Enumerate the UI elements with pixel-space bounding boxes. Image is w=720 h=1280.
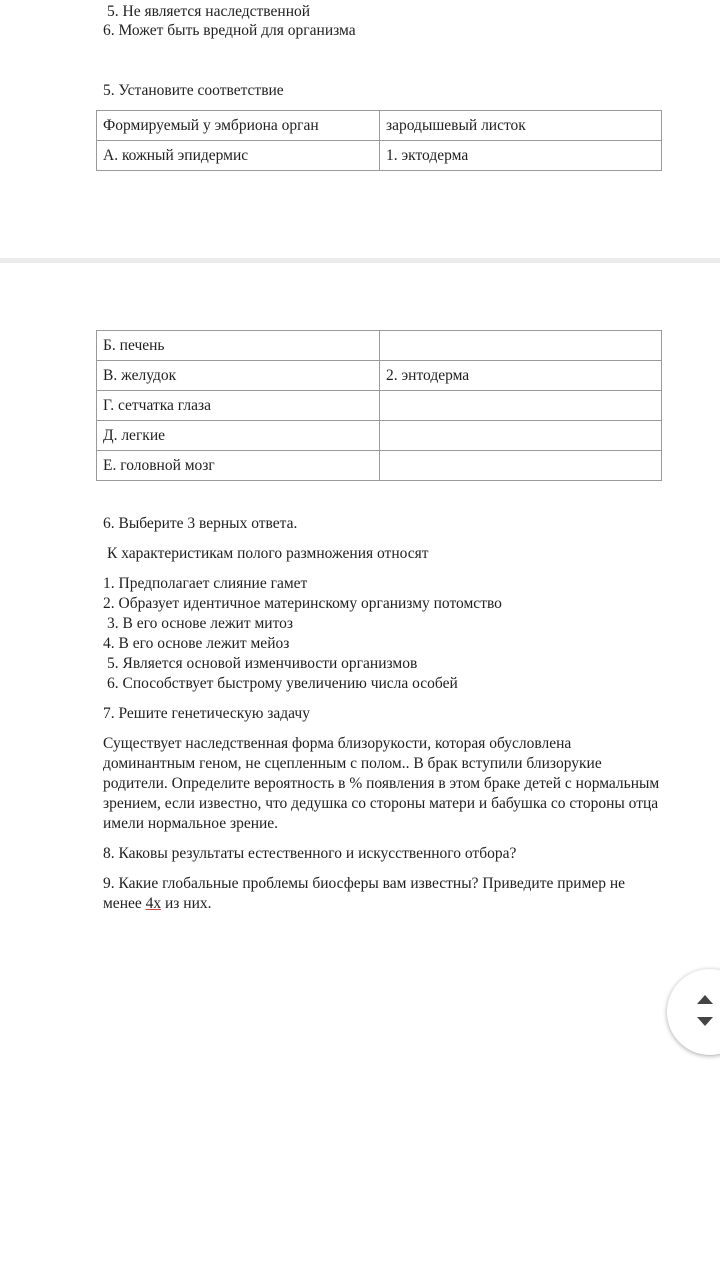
task-8-text: 8. Каковы результаты естественного и искусственного отбора? xyxy=(103,845,517,862)
correspondence-table-part-1 xyxy=(96,110,662,171)
table-row xyxy=(97,361,662,391)
task-7-text: Существует наследственная форма близорукости, которая обусловлена доминантным геном, не сцепленным с полом.. В брак вступили близорукие родители. Определите вероятность в % появления в этом браке детей с нормальным зрением, если известно, что дедушка со стороны матери и бабушка со стороны отца имели нормальное зрение. xyxy=(103,735,660,832)
task-6-question: К характеристикам полого размножения относят xyxy=(107,545,429,562)
task-7-title: 7. Решите генетическую задачу xyxy=(103,705,310,722)
table-cell xyxy=(380,451,662,481)
table-header-cell: зародышевый листок xyxy=(380,111,662,141)
table-row xyxy=(97,391,662,421)
task-6-title: 6. Выберите 3 верных ответа. xyxy=(103,515,298,532)
arrow-up-icon[interactable] xyxy=(697,995,713,1004)
table-header-row xyxy=(97,111,662,141)
list-item: 5. Является основой изменчивости организмов xyxy=(107,655,418,672)
list-item: 2. Образует идентичное материнскому организму потомство xyxy=(103,595,502,612)
list-item: 6. Способствует быстрому увеличению числа особей xyxy=(107,675,458,692)
arrow-down-icon[interactable] xyxy=(697,1017,713,1026)
list-item: 3. В его основе лежит митоз xyxy=(107,615,294,632)
table-cell xyxy=(380,421,662,451)
list-item: 6. Может быть вредной для организма xyxy=(103,22,356,39)
document-page-1 xyxy=(0,0,720,258)
list-item: 4. В его основе лежит мейоз xyxy=(103,635,290,652)
table-header-cell: Формируемый у эмбриона орган xyxy=(97,111,380,141)
list-item: 1. Предполагает слияние гамет xyxy=(103,575,308,592)
table-cell: Д. легкие xyxy=(97,421,380,451)
table-cell: А. кожный эпидермис xyxy=(97,141,380,171)
document-page-2 xyxy=(0,263,720,1280)
task-9-text-start: 9. Какие глобальные проблемы биосферы вам известны? Приведите пример не менее xyxy=(103,875,626,912)
table-row xyxy=(97,331,662,361)
table-row xyxy=(97,141,662,171)
table-cell: Б. печень xyxy=(97,331,380,361)
spellcheck-underlined-word: 4х xyxy=(145,895,162,912)
table-row xyxy=(97,421,662,451)
table-cell: Г. сетчатка глаза xyxy=(97,391,380,421)
table-cell xyxy=(380,391,662,421)
correspondence-table-part-2 xyxy=(96,330,662,481)
table-cell: Е. головной мозг xyxy=(97,451,380,481)
task-5-title: 5. Установите соответствие xyxy=(103,82,284,99)
table-cell: 1. эктодерма xyxy=(380,141,662,171)
task-9-text-end: из них. xyxy=(161,895,212,912)
table-row xyxy=(97,451,662,481)
list-item: 5. Не является наследственной xyxy=(107,3,311,20)
table-cell: В. желудок xyxy=(97,361,380,391)
table-cell xyxy=(380,331,662,361)
table-cell: 2. энтодерма xyxy=(380,361,662,391)
task-9-text xyxy=(103,874,663,914)
